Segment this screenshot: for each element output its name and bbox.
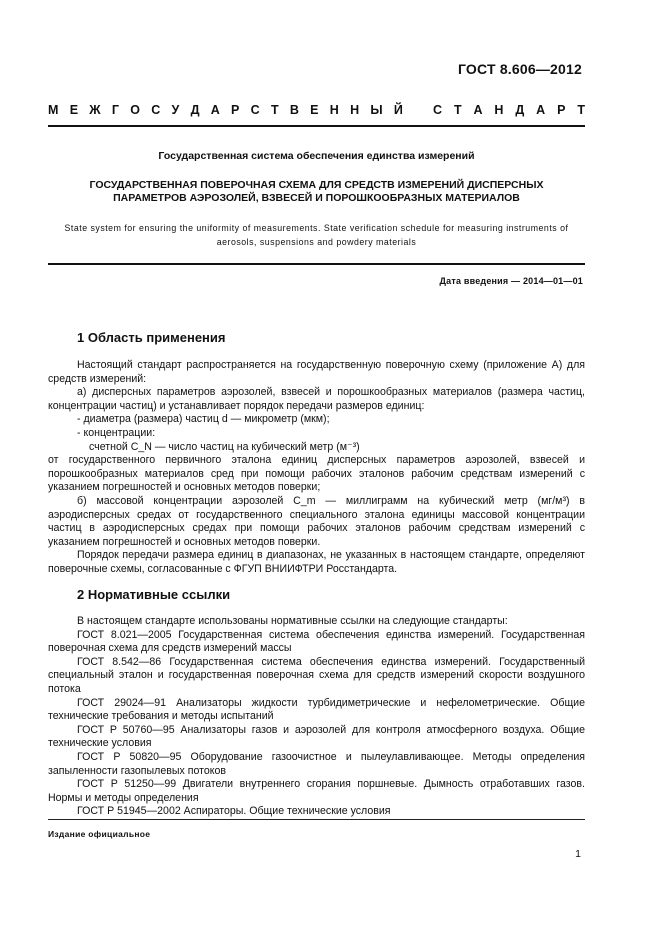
reference-item: ГОСТ 8.021—2005 Государственная система обеспечения единства измерений. Государственная поверочная схема для средств измерений массы (48, 628, 585, 655)
banner-letter: А (210, 103, 220, 117)
reference-item: ГОСТ Р 50820—95 Оборудование газоочистное и пылеулавливающее. Методы определения запыленности газопылевых потоков (48, 750, 585, 777)
banner-letter: Т (453, 103, 462, 117)
paragraph: Порядок передачи размера единиц в диапазонах, не указанных в настоящем стандарте, определяют поверочные схемы, согласованные с ФГУП ВНИИФТРИ Росстандарта. (48, 549, 585, 575)
reference-item: ГОСТ Р 50760—95 Анализаторы газов и аэрозолей для контроля атмосферного воздуха. Общие технические условия (48, 723, 585, 750)
interstate-standard-banner (48, 103, 585, 117)
banner-letter: Е (69, 103, 79, 117)
banner-letter: Т (270, 103, 279, 117)
title-line-2: ПАРАМЕТРОВ АЭРОЗОЛЕЙ, ВЗВЕСЕЙ И ПОРОШКООБРАЗНЫХ МАТЕРИАЛОВ (113, 192, 520, 204)
section-1-heading: 1 Область применения (77, 330, 226, 345)
section-2-body (48, 615, 585, 819)
footer-rule (48, 819, 585, 820)
introduction-date: Дата введения — 2014—01—01 (439, 276, 583, 286)
paragraph: а) дисперсных параметров аэрозолей, взвесей и порошкообразных материалов (размера частиц, концентрации частиц) и устанавливает порядок передачи размеров единиц: (48, 386, 585, 412)
banner-word-interstate (48, 103, 403, 117)
banner-letter: А (473, 103, 483, 117)
banner-letter: С (433, 103, 443, 117)
banner-letter: Н (494, 103, 504, 117)
list-item: счетной C_N — число частиц на кубический метр (м⁻³) (89, 440, 360, 453)
paragraph: В настоящем стандарте использованы нормативные ссылки на следующие стандарты: (77, 615, 508, 627)
banner-letter: Е (310, 103, 319, 117)
banner-letter: Ж (89, 103, 101, 117)
banner-letter: Д (515, 103, 525, 117)
banner-letter: М (48, 103, 59, 117)
section-1-body (48, 359, 585, 577)
banner-letter: С (151, 103, 161, 117)
document-subtitle: Государственная система обеспечения единства измерений (158, 150, 475, 162)
paragraph: Настоящий стандарт распространяется на государственную поверочную схему (приложение А) для средств измерений: (48, 359, 585, 385)
banner-letter: Д (190, 103, 200, 117)
paragraph: от государственного первичного эталона единиц дисперсных параметров аэрозолей, взвесей и порошкообразных материалов сред при помощи рабочих эталонов рабочим средствам измерений с указанием погрешностей и основных методов поверки; (48, 454, 585, 494)
standard-number: ГОСТ 8.606—2012 (457, 61, 582, 77)
banner-letter: С (250, 103, 260, 117)
banner-word-standard (433, 103, 585, 117)
section-2-heading: 2 Нормативные ссылки (77, 587, 231, 602)
reference-item: ГОСТ Р 51250—99 Двигатели внутреннего сгорания поршневые. Дымность отработавших газов. Нормы и методы определения (48, 778, 585, 804)
paragraph: б) массовой концентрации аэрозолей C_m — миллиграмм на кубический метр (мг/м³) в аэродисперсных средах от государственного специального эталона единицы массовой концентрации частиц в аэродисперсных средах при помощи рабочих эталонов рабочим средствам измерений с указанием погрешностей и основных методов поверки. (48, 494, 585, 548)
banner-letter: Ы (370, 103, 383, 117)
banner-letter: В (289, 103, 299, 117)
banner-letter: А (536, 103, 546, 117)
reference-item: ГОСТ 8.542—86 Государственная система обеспечения единства измерений. Государственный специальный эталон и государственная поверочная схема для средств измерений скорости воздушного потока (48, 655, 585, 695)
banner-letter: Т (577, 103, 585, 117)
banner-letter: О (130, 103, 140, 117)
banner-letter: Р (231, 103, 240, 117)
english-title (48, 221, 585, 249)
reference-item: ГОСТ 29024—91 Анализаторы жидкости турбидиметрические и нефелометрические. Общие технические требования и методы испытаний (48, 696, 585, 723)
en-title-line-1: State system for ensuring the uniformity of measurements. State verification schedule for measuring instruments of (64, 223, 569, 233)
banner-letter: У (171, 103, 180, 117)
document-title (48, 179, 585, 205)
page-number: 1 (575, 848, 581, 860)
en-title-line-2: aerosols, suspensions and powdery materials (216, 237, 417, 247)
title-line-1: ГОСУДАРСТВЕННАЯ ПОВЕРОЧНАЯ СХЕМА ДЛЯ СРЕДСТВ ИЗМЕРЕНИЙ ДИСПЕРСНЫХ (89, 179, 544, 191)
top-rule (48, 125, 585, 127)
edition-note: Издание официальное (48, 829, 151, 839)
title-rule (48, 263, 585, 265)
reference-item: ГОСТ Р 51945—2002 Аспираторы. Общие технические условия (77, 805, 391, 818)
banner-letter: Г (111, 103, 119, 117)
banner-letter: Р (557, 103, 566, 117)
list-item: - диаметра (размера) частиц d — микрометр (мкм); (77, 413, 330, 426)
banner-letter: Й (393, 103, 403, 117)
banner-letter: Н (329, 103, 339, 117)
list-item: - концентрации: (77, 426, 156, 439)
banner-letter: Н (350, 103, 360, 117)
